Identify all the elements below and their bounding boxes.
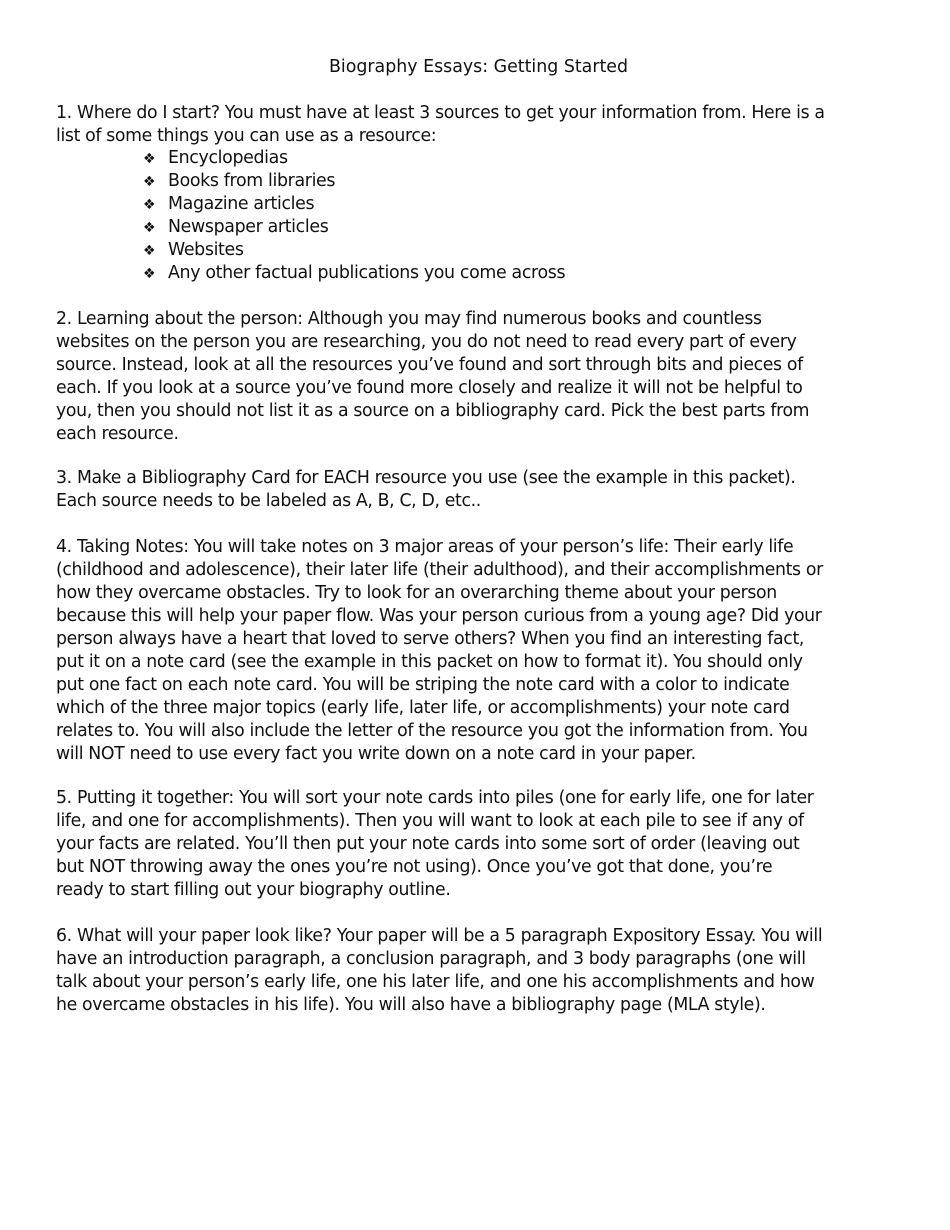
section-6-paragraph xyxy=(56,925,906,1017)
section-4-line: person always have a heart that loved to serve others? When you find an interesting fact, xyxy=(56,629,805,649)
list-item xyxy=(143,216,565,239)
list-item xyxy=(143,239,565,262)
section-4-line: (childhood and adolescence), their later life (their adulthood), and their accomplishments or xyxy=(56,560,823,580)
page-title: Biography Essays: Getting Started xyxy=(328,57,629,77)
section-4-line: how they overcame obstacles. Try to look for an overarching theme about your person xyxy=(56,583,777,603)
section-5-line: your facts are related. You’ll then put your note cards into some sort of order (leaving out xyxy=(56,834,800,854)
section-4-line: 4. Taking Notes: You will take notes on 3 major areas of your person’s life: Their early life xyxy=(56,537,794,557)
section-3-line: Each source needs to be labeled as A, B, C, D, etc.. xyxy=(56,491,481,511)
section-6-line: 6. What will your paper look like? Your paper will be a 5 paragraph Expository Essay. You will xyxy=(56,926,823,946)
list-item-label: Newspaper articles xyxy=(168,217,329,237)
section-5-line: but NOT throwing away the ones you’re not using). Once you’ve got that done, you’re xyxy=(56,857,773,877)
diamond-bullet-icon: ❖ xyxy=(143,220,156,236)
section-6-line: he overcame obstacles in his life). You will also have a bibliography page (MLA style). xyxy=(56,995,766,1015)
diamond-bullet-icon: ❖ xyxy=(143,266,156,282)
section-2-line: 2. Learning about the person: Although you may find numerous books and countless xyxy=(56,309,762,329)
section-4-line: put one fact on each note card. You will be striping the note card with a color to indicate xyxy=(56,675,790,695)
section-6-line: have an introduction paragraph, a conclusion paragraph, and 3 body paragraphs (one will xyxy=(56,949,806,969)
list-item-label: Encyclopedias xyxy=(168,148,288,168)
diamond-bullet-icon: ❖ xyxy=(143,197,156,213)
section-1-paragraph xyxy=(56,102,906,148)
section-2-paragraph xyxy=(56,308,906,446)
section-5-line: life, and one for accomplishments). Then you will want to look at each pile to see if any of xyxy=(56,811,804,831)
section-4-line: put it on a note card (see the example in this packet on how to format it). You should only xyxy=(56,652,803,672)
list-item xyxy=(143,193,565,216)
section-4-line: will NOT need to use every fact you write down on a note card in your paper. xyxy=(56,744,696,764)
list-item xyxy=(143,147,565,170)
section-2-line: you, then you should not list it as a source on a bibliography card. Pick the best parts from xyxy=(56,401,810,421)
section-5-line: 5. Putting it together: You will sort your note cards into piles (one for early life, one for later xyxy=(56,788,814,808)
resource-list xyxy=(143,147,565,285)
list-item-label: Any other factual publications you come across xyxy=(168,263,566,283)
section-3-paragraph xyxy=(56,467,906,513)
section-4-line: which of the three major topics (early life, later life, or accomplishments) your note card xyxy=(56,698,790,718)
list-item xyxy=(143,262,565,285)
list-item-label: Websites xyxy=(168,240,244,260)
section-2-line: each resource. xyxy=(56,424,179,444)
section-1-line: 1. Where do I start? You must have at least 3 sources to get your information from. Here is a xyxy=(56,103,825,123)
list-item-label: Books from libraries xyxy=(168,171,336,191)
section-6-line: talk about your person’s early life, one his later life, and one his accomplishments and how xyxy=(56,972,815,992)
diamond-bullet-icon: ❖ xyxy=(143,174,156,190)
section-4-line: relates to. You will also include the letter of the resource you got the information from. You xyxy=(56,721,808,741)
section-2-line: source. Instead, look at all the resources you’ve found and sort through bits and pieces of xyxy=(56,355,803,375)
diamond-bullet-icon: ❖ xyxy=(143,151,156,167)
list-item xyxy=(143,170,565,193)
section-4-paragraph xyxy=(56,536,906,766)
section-2-line: websites on the person you are researching, you do not need to read every part of every xyxy=(56,332,797,352)
section-5-paragraph xyxy=(56,787,906,902)
section-2-line: each. If you look at a source you’ve found more closely and realize it will not be helpful to xyxy=(56,378,803,398)
section-3-line: 3. Make a Bibliography Card for EACH resource you use (see the example in this packet). xyxy=(56,468,796,488)
section-4-line: because this will help your paper flow. Was your person curious from a young age? Did your xyxy=(56,606,822,626)
list-item-label: Magazine articles xyxy=(168,194,315,214)
section-1-line: list of some things you can use as a resource: xyxy=(56,126,437,146)
diamond-bullet-icon: ❖ xyxy=(143,243,156,259)
section-5-line: ready to start filling out your biography outline. xyxy=(56,880,451,900)
